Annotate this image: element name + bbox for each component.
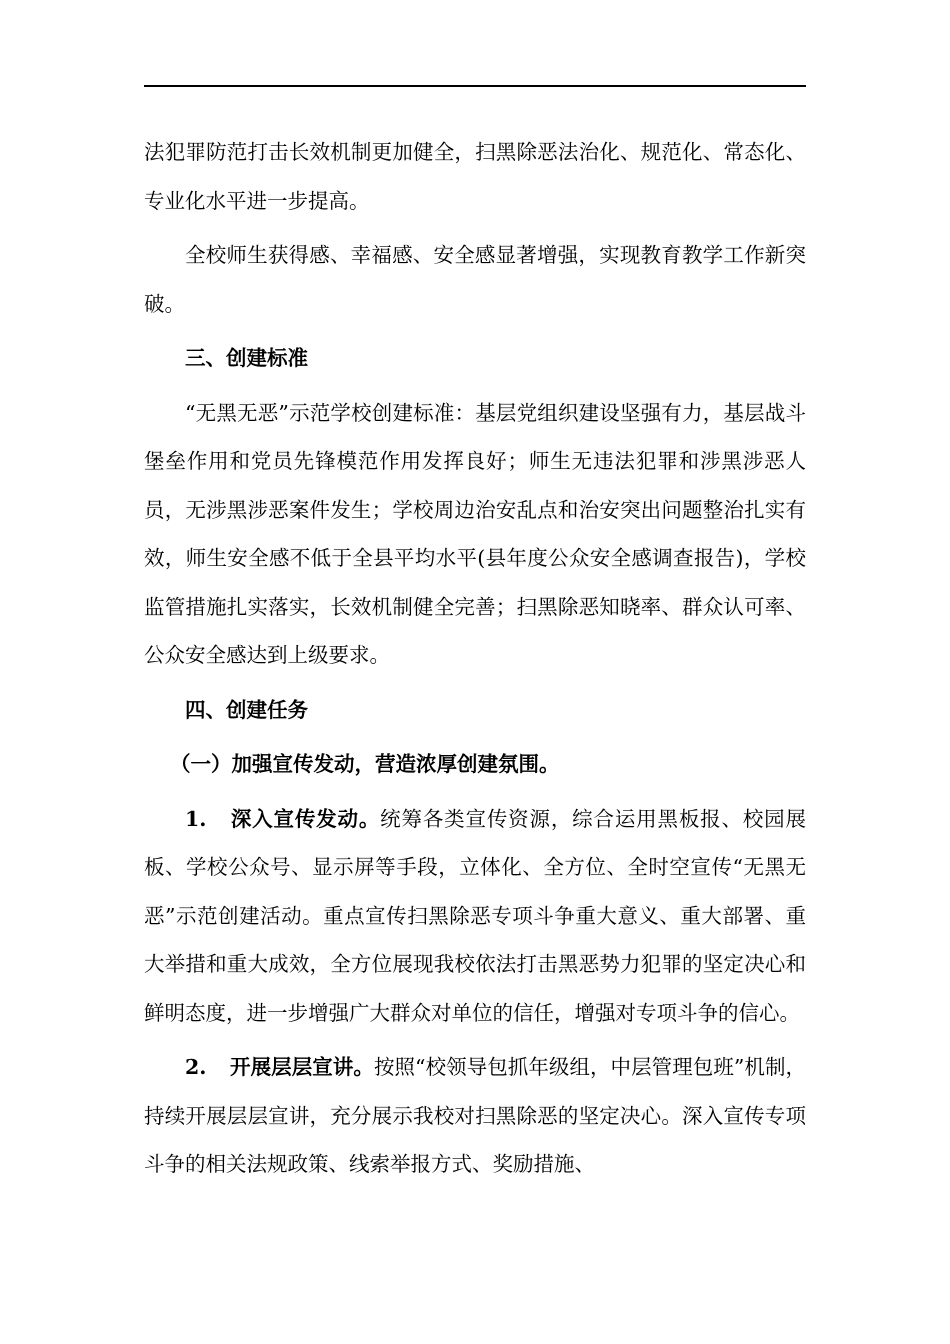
list-item-title: 开展层层宣讲。 [230, 1055, 374, 1079]
subsection-heading-publicity: （一）加强宣传发动，营造浓厚创建氛围。 [170, 752, 560, 776]
list-item-1 [144, 795, 806, 1038]
list-item-2 [144, 1043, 806, 1189]
section-heading-tasks: 四、创建任务 [185, 697, 308, 722]
list-item-title: 深入宣传发动。 [230, 806, 381, 831]
list-item-body: 按照“校领导包抓年级组，中层管理包班”机制，持续开展层层宣讲，充分展示我校对扫黑除恶的坚定决心。深入宣传专项斗争的相关法规政策、线索举报方式、奖励措施、 [144, 1055, 807, 1176]
list-item-body: 统筹各类宣传资源，综合运用黑板报、校园展板、学校公众号、显示屏等手段，立体化、全方位、全时空宣传“无黑无恶”示范创建活动。重点宣传扫黑除恶专项斗争重大意义、重大部署、重大举措和重大成效，全方位展现我校依法打击黑恶势力犯罪的坚定决心和鲜明态度，进一步增强广大群众对单位的信任，增强对专项斗争的信心。 [144, 806, 807, 1025]
document-body [144, 128, 806, 1189]
list-item-number: 2. [185, 1055, 207, 1079]
paragraph-outcome: 全校师生获得感、幸福感、安全感显著增强，实现教育教学工作新突破。 [144, 243, 806, 316]
header-rule [144, 85, 806, 87]
paragraph-continuation: 法犯罪防范打击长效机制更加健全，扫黑除恶法治化、规范化、常态化、专业化水平进一步提高。 [144, 140, 806, 213]
list-item-number: 1. [185, 806, 207, 831]
section-heading-standards: 三、创建标准 [185, 346, 308, 370]
paragraph-standards: “无黑无恶”示范学校创建标准：基层党组织建设坚强有力，基层战斗堡垒作用和党员先锋模范作用发挥良好；师生无违法犯罪和涉黑涉恶人员，无涉黑涉恶案件发生；学校周边治安乱点和治安突出问题整治扎实有效，师生安全感不低于全县平均水平(县年度公众安全感调查报告)，学校监管措施扎实落实，长效机制健全完善；扫黑除恶知晓率、群众认可率、公众安全感达到上级要求。 [144, 400, 806, 667]
